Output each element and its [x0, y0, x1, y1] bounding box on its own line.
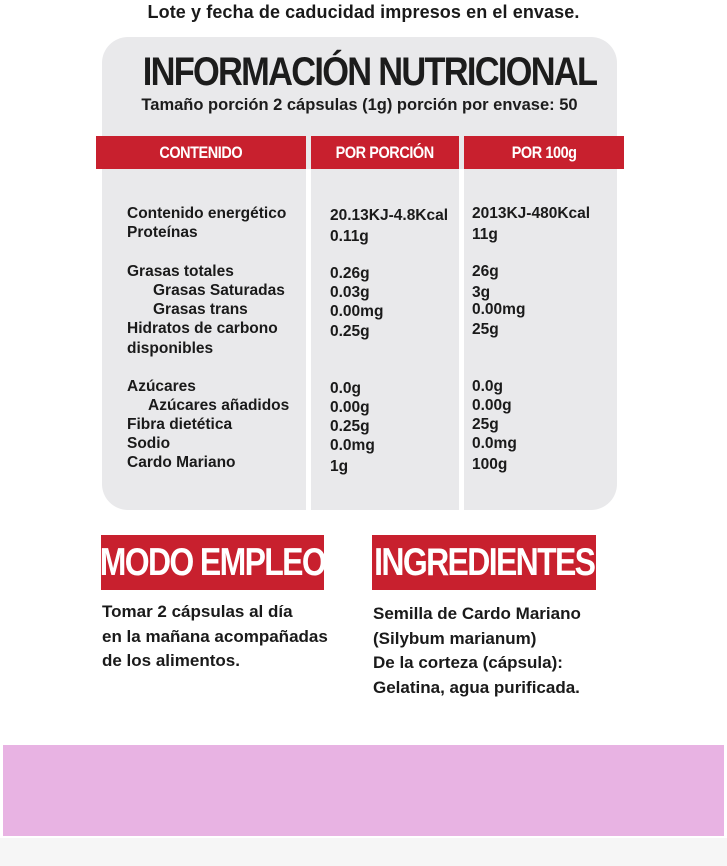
row-per-serving: 20.13KJ-4.8Kcal: [330, 207, 449, 224]
row-per-100g: 0.00mg: [472, 301, 526, 318]
ingredients-line: Gelatina, agua purificada.: [373, 677, 580, 697]
column-divider: [306, 169, 311, 511]
ingredients-line: (Silybum marianum): [373, 628, 537, 648]
header-per-100g: [464, 136, 624, 169]
row-label: Azúcares añadidos: [148, 397, 290, 414]
usage-line: Tomar 2 cápsulas al día: [102, 602, 293, 621]
row-per-100g: 26g: [472, 263, 499, 280]
ingredients-text: [373, 602, 581, 700]
serving-size: Tamaño porción 2 cápsulas (1g) porción por envase: 50: [141, 96, 578, 114]
nutrition-title: INFORMACIÓN NUTRICIONAL: [142, 50, 597, 94]
usage-title-text: MODO EMPLEO: [99, 540, 326, 584]
row-label: Sodio: [127, 435, 171, 452]
row-label: Grasas Saturadas: [153, 282, 285, 299]
row-per-serving: 0.25g: [330, 323, 370, 340]
ingredients-line: Semilla de Cardo Mariano: [373, 604, 581, 623]
row-label: Hidratos de carbono: [127, 320, 278, 337]
header-content: [96, 136, 306, 169]
row-per-serving: 0.0mg: [330, 437, 375, 454]
row-per-serving: 0.0g: [330, 380, 362, 397]
row-per-100g: 0.0mg: [472, 435, 517, 452]
row-per-serving: 0.26g: [330, 265, 370, 282]
row-per-serving: 0.00g: [330, 399, 370, 416]
row-per-serving: 1g: [330, 458, 349, 475]
header-per-100g-label: POR 100g: [511, 142, 577, 162]
ingredients-title-text: INGREDIENTES: [373, 540, 595, 584]
row-per-100g: 25g: [472, 416, 499, 433]
row-label: Grasas trans: [153, 301, 248, 318]
header-per-serving-label: POR PORCIÓN: [335, 142, 435, 162]
row-label: Fibra dietética: [127, 416, 233, 433]
row-per-serving: 0.25g: [330, 418, 370, 435]
ingredients-line: De la corteza (cápsula):: [373, 653, 563, 672]
usage-line: en la mañana acompañadas: [102, 626, 328, 646]
row-per-100g: 11g: [472, 226, 498, 243]
ingredients-title: [372, 535, 596, 590]
usage-title: [101, 535, 324, 590]
row-per-100g: 2013KJ-480Kcal: [472, 205, 591, 222]
row-per-serving: 0.03g: [330, 284, 370, 301]
usage-text: [102, 600, 328, 674]
row-per-100g: 3g: [472, 284, 491, 301]
lot-expiry-note: Lote y fecha de caducidad impresos en el envase.: [147, 2, 580, 22]
column-divider: [459, 169, 464, 511]
row-per-serving: 0.11g: [330, 228, 369, 245]
row-label: Proteínas: [127, 224, 198, 241]
row-per-serving: 0.00mg: [330, 303, 384, 320]
row-label-continued: disponibles: [127, 340, 214, 357]
row-label: Cardo Mariano: [127, 454, 236, 471]
header-per-serving: [311, 136, 459, 169]
row-label: Grasas totales: [127, 263, 234, 280]
bottom-strip: [0, 838, 727, 866]
usage-line: de los alimentos.: [102, 651, 240, 670]
row-per-100g: 0.0g: [472, 378, 504, 395]
row-per-100g: 25g: [472, 321, 499, 338]
header-content-label: CONTENIDO: [159, 142, 243, 162]
row-per-100g: 0.00g: [472, 397, 512, 414]
row-label: Contenido energético: [127, 205, 287, 222]
row-per-100g: 100g: [472, 456, 508, 473]
pink-band: [3, 745, 724, 836]
row-label: Azúcares: [127, 378, 196, 395]
